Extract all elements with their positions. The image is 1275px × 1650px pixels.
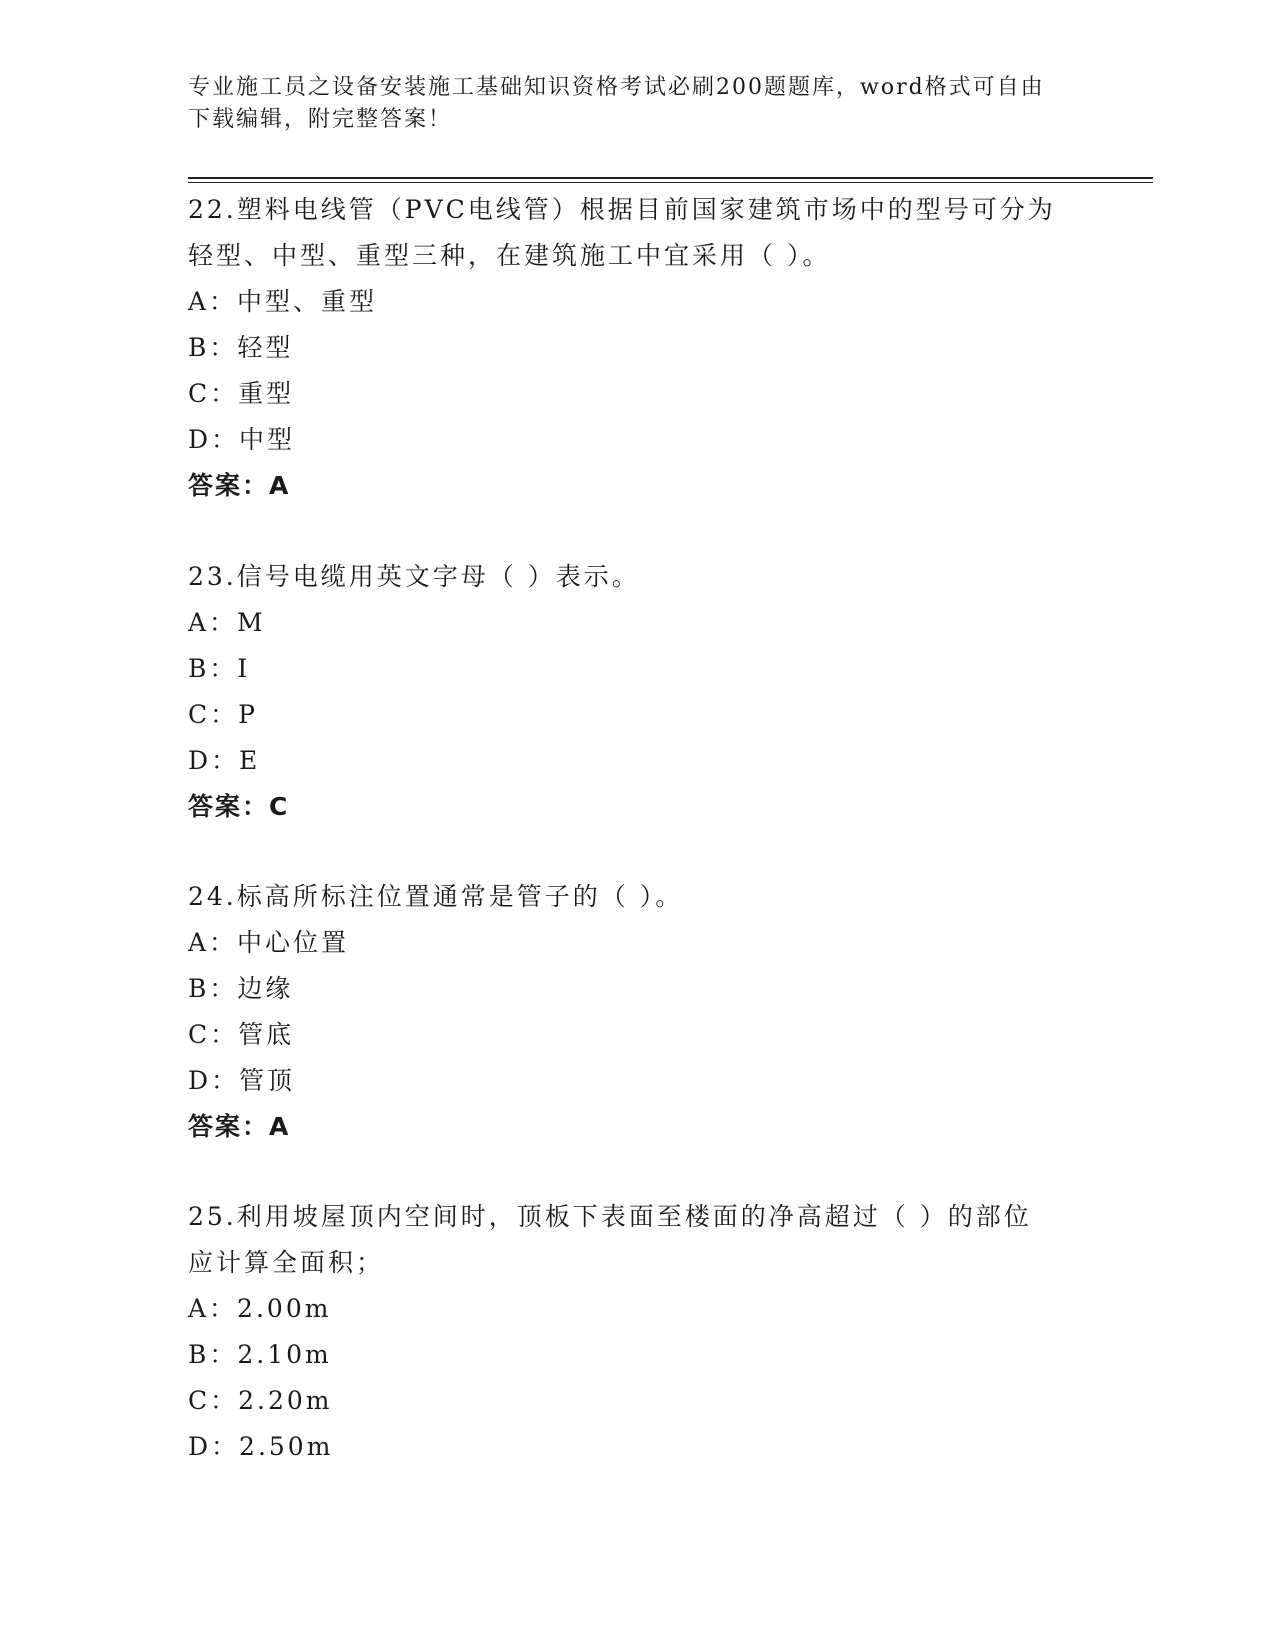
question-25: [188, 1194, 1088, 1470]
option-b: B：2.10m: [188, 1340, 332, 1369]
question-text: 25.利用坡屋顶内空间时，顶板下表面至楼面的净高超过（ ）的部位: [188, 1202, 1032, 1231]
question-text-continued: 轻型、中型、重型三种，在建筑施工中宜采用（ ）。: [188, 241, 831, 270]
option-a: A：中型、重型: [188, 287, 378, 316]
header-line-1: 专业施工员之设备安装施工基础知识资格考试必刷200题题库，word格式可自由: [188, 75, 1045, 100]
document-header: [188, 72, 1088, 136]
question-24: [188, 874, 1088, 1150]
answer: 答案：C: [188, 792, 290, 821]
option-c: C：2.20m: [188, 1386, 333, 1415]
option-a: A：M: [188, 608, 266, 637]
header-line-2: 下载编辑，附完整答案！: [188, 107, 453, 132]
option-d: D：E: [188, 746, 261, 775]
option-d: D：中型: [188, 425, 296, 454]
answer: 答案：A: [188, 471, 291, 500]
option-a: A：2.00m: [188, 1294, 332, 1323]
option-d: D：管顶: [188, 1066, 296, 1095]
option-b: B：边缘: [188, 974, 294, 1003]
option-a: A：中心位置: [188, 928, 350, 957]
option-d: D：2.50m: [188, 1432, 334, 1461]
header-divider-thick: [188, 177, 1153, 179]
question-23: [188, 554, 1088, 830]
question-22: [188, 187, 1088, 509]
question-text: 23.信号电缆用英文字母（ ）表示。: [188, 562, 640, 591]
header-divider-thin: [188, 182, 1153, 183]
option-c: C：管底: [188, 1020, 295, 1049]
option-b: B：轻型: [188, 333, 294, 362]
question-text-continued: 应计算全面积；: [188, 1248, 385, 1277]
option-c: C：P: [188, 700, 258, 729]
answer: 答案：A: [188, 1112, 291, 1141]
question-text: 24.标高所标注位置通常是管子的（ ）。: [188, 882, 684, 911]
option-b: B：I: [188, 654, 251, 683]
question-text: 22.塑料电线管（PVC电线管）根据目前国家建筑市场中的型号可分为: [188, 195, 1056, 224]
option-c: C：重型: [188, 379, 295, 408]
